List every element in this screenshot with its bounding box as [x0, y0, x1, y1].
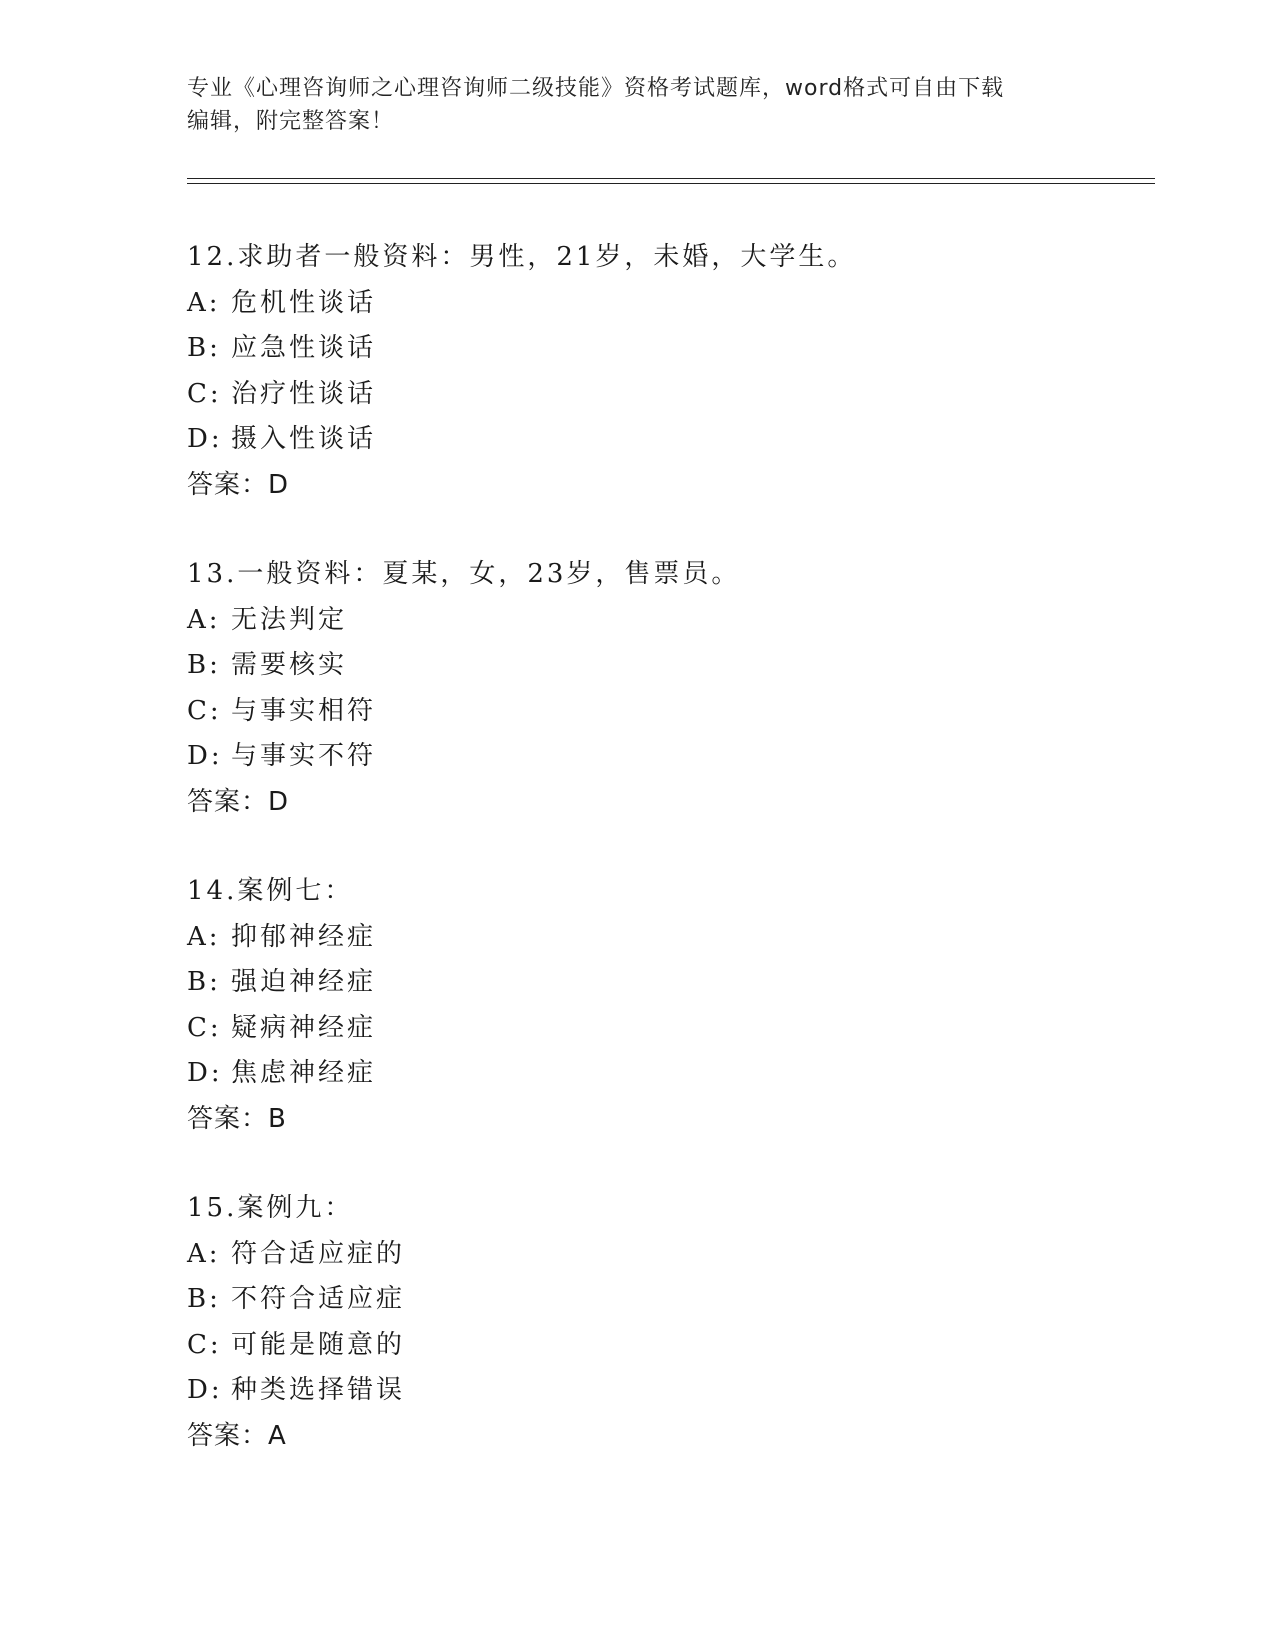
option-d: [187, 1368, 1147, 1414]
header-line-2: 编辑，附完整答案！: [187, 109, 395, 134]
option-letter: C:: [187, 378, 222, 409]
option-d: [187, 1051, 1147, 1097]
option-text: 危机性谈话: [231, 287, 377, 318]
option-letter: C:: [187, 695, 222, 726]
question-block: [187, 1186, 1147, 1459]
option-text: 可能是随意的: [231, 1329, 406, 1360]
option-text: 无法判定: [231, 604, 348, 635]
option-c: [187, 689, 1147, 735]
option-a: [187, 1232, 1147, 1278]
option-letter: B:: [187, 650, 221, 680]
option-d: [187, 417, 1147, 463]
option-letter: A:: [187, 1238, 221, 1269]
question-stem: 15.案例九：: [187, 1193, 354, 1223]
question-block: [187, 869, 1147, 1142]
question-list: [187, 235, 1147, 1503]
option-text: 抑郁神经症: [231, 921, 377, 952]
option-b: [187, 1277, 1147, 1323]
option-text: 种类选择错误: [231, 1375, 406, 1405]
question-stem: 12.求助者一般资料：男性，21岁，未婚，大学生。: [187, 242, 857, 272]
option-letter: D:: [187, 741, 223, 771]
answer-line: 答案：D: [187, 469, 290, 500]
option-text: 强迫神经症: [231, 967, 377, 997]
option-text: 需要核实: [231, 650, 348, 680]
option-c: [187, 1323, 1147, 1369]
document-header: [187, 72, 1087, 138]
option-d: [187, 734, 1147, 780]
header-line-1: 专业《心理咨询师之心理咨询师二级技能》资格考试题库，word格式可自由下载: [187, 76, 1005, 101]
option-a: [187, 598, 1147, 644]
option-b: [187, 326, 1147, 372]
option-letter: D:: [187, 424, 223, 454]
question-block: [187, 235, 1147, 508]
option-text: 焦虑神经症: [231, 1058, 377, 1088]
option-letter: B:: [187, 333, 221, 363]
option-text: 疑病神经症: [231, 1012, 377, 1043]
option-letter: A:: [187, 287, 221, 318]
option-text: 应急性谈话: [231, 333, 377, 363]
header-divider-top: [187, 178, 1155, 179]
question-stem: 13.一般资料：夏某，女，23岁，售票员。: [187, 559, 741, 589]
question-stem: 14.案例七：: [187, 876, 354, 906]
answer-line: 答案：B: [187, 1103, 287, 1134]
option-c: [187, 372, 1147, 418]
option-b: [187, 960, 1147, 1006]
option-text: 与事实相符: [231, 695, 377, 726]
option-text: 不符合适应症: [231, 1284, 406, 1314]
option-letter: A:: [187, 921, 221, 952]
option-letter: D:: [187, 1058, 223, 1088]
option-letter: C:: [187, 1012, 222, 1043]
option-letter: B:: [187, 1284, 221, 1314]
option-letter: D:: [187, 1375, 223, 1405]
option-a: [187, 915, 1147, 961]
option-text: 治疗性谈话: [231, 378, 377, 409]
option-letter: A:: [187, 604, 221, 635]
option-text: 符合适应症的: [231, 1238, 406, 1269]
option-text: 与事实不符: [231, 741, 377, 771]
option-b: [187, 643, 1147, 689]
option-letter: C:: [187, 1329, 222, 1360]
option-c: [187, 1006, 1147, 1052]
option-text: 摄入性谈话: [231, 424, 377, 454]
answer-line: 答案：A: [187, 1420, 287, 1451]
question-block: [187, 552, 1147, 825]
option-a: [187, 281, 1147, 327]
answer-line: 答案：D: [187, 786, 290, 817]
option-letter: B:: [187, 967, 221, 997]
header-divider-bottom: [187, 183, 1155, 184]
